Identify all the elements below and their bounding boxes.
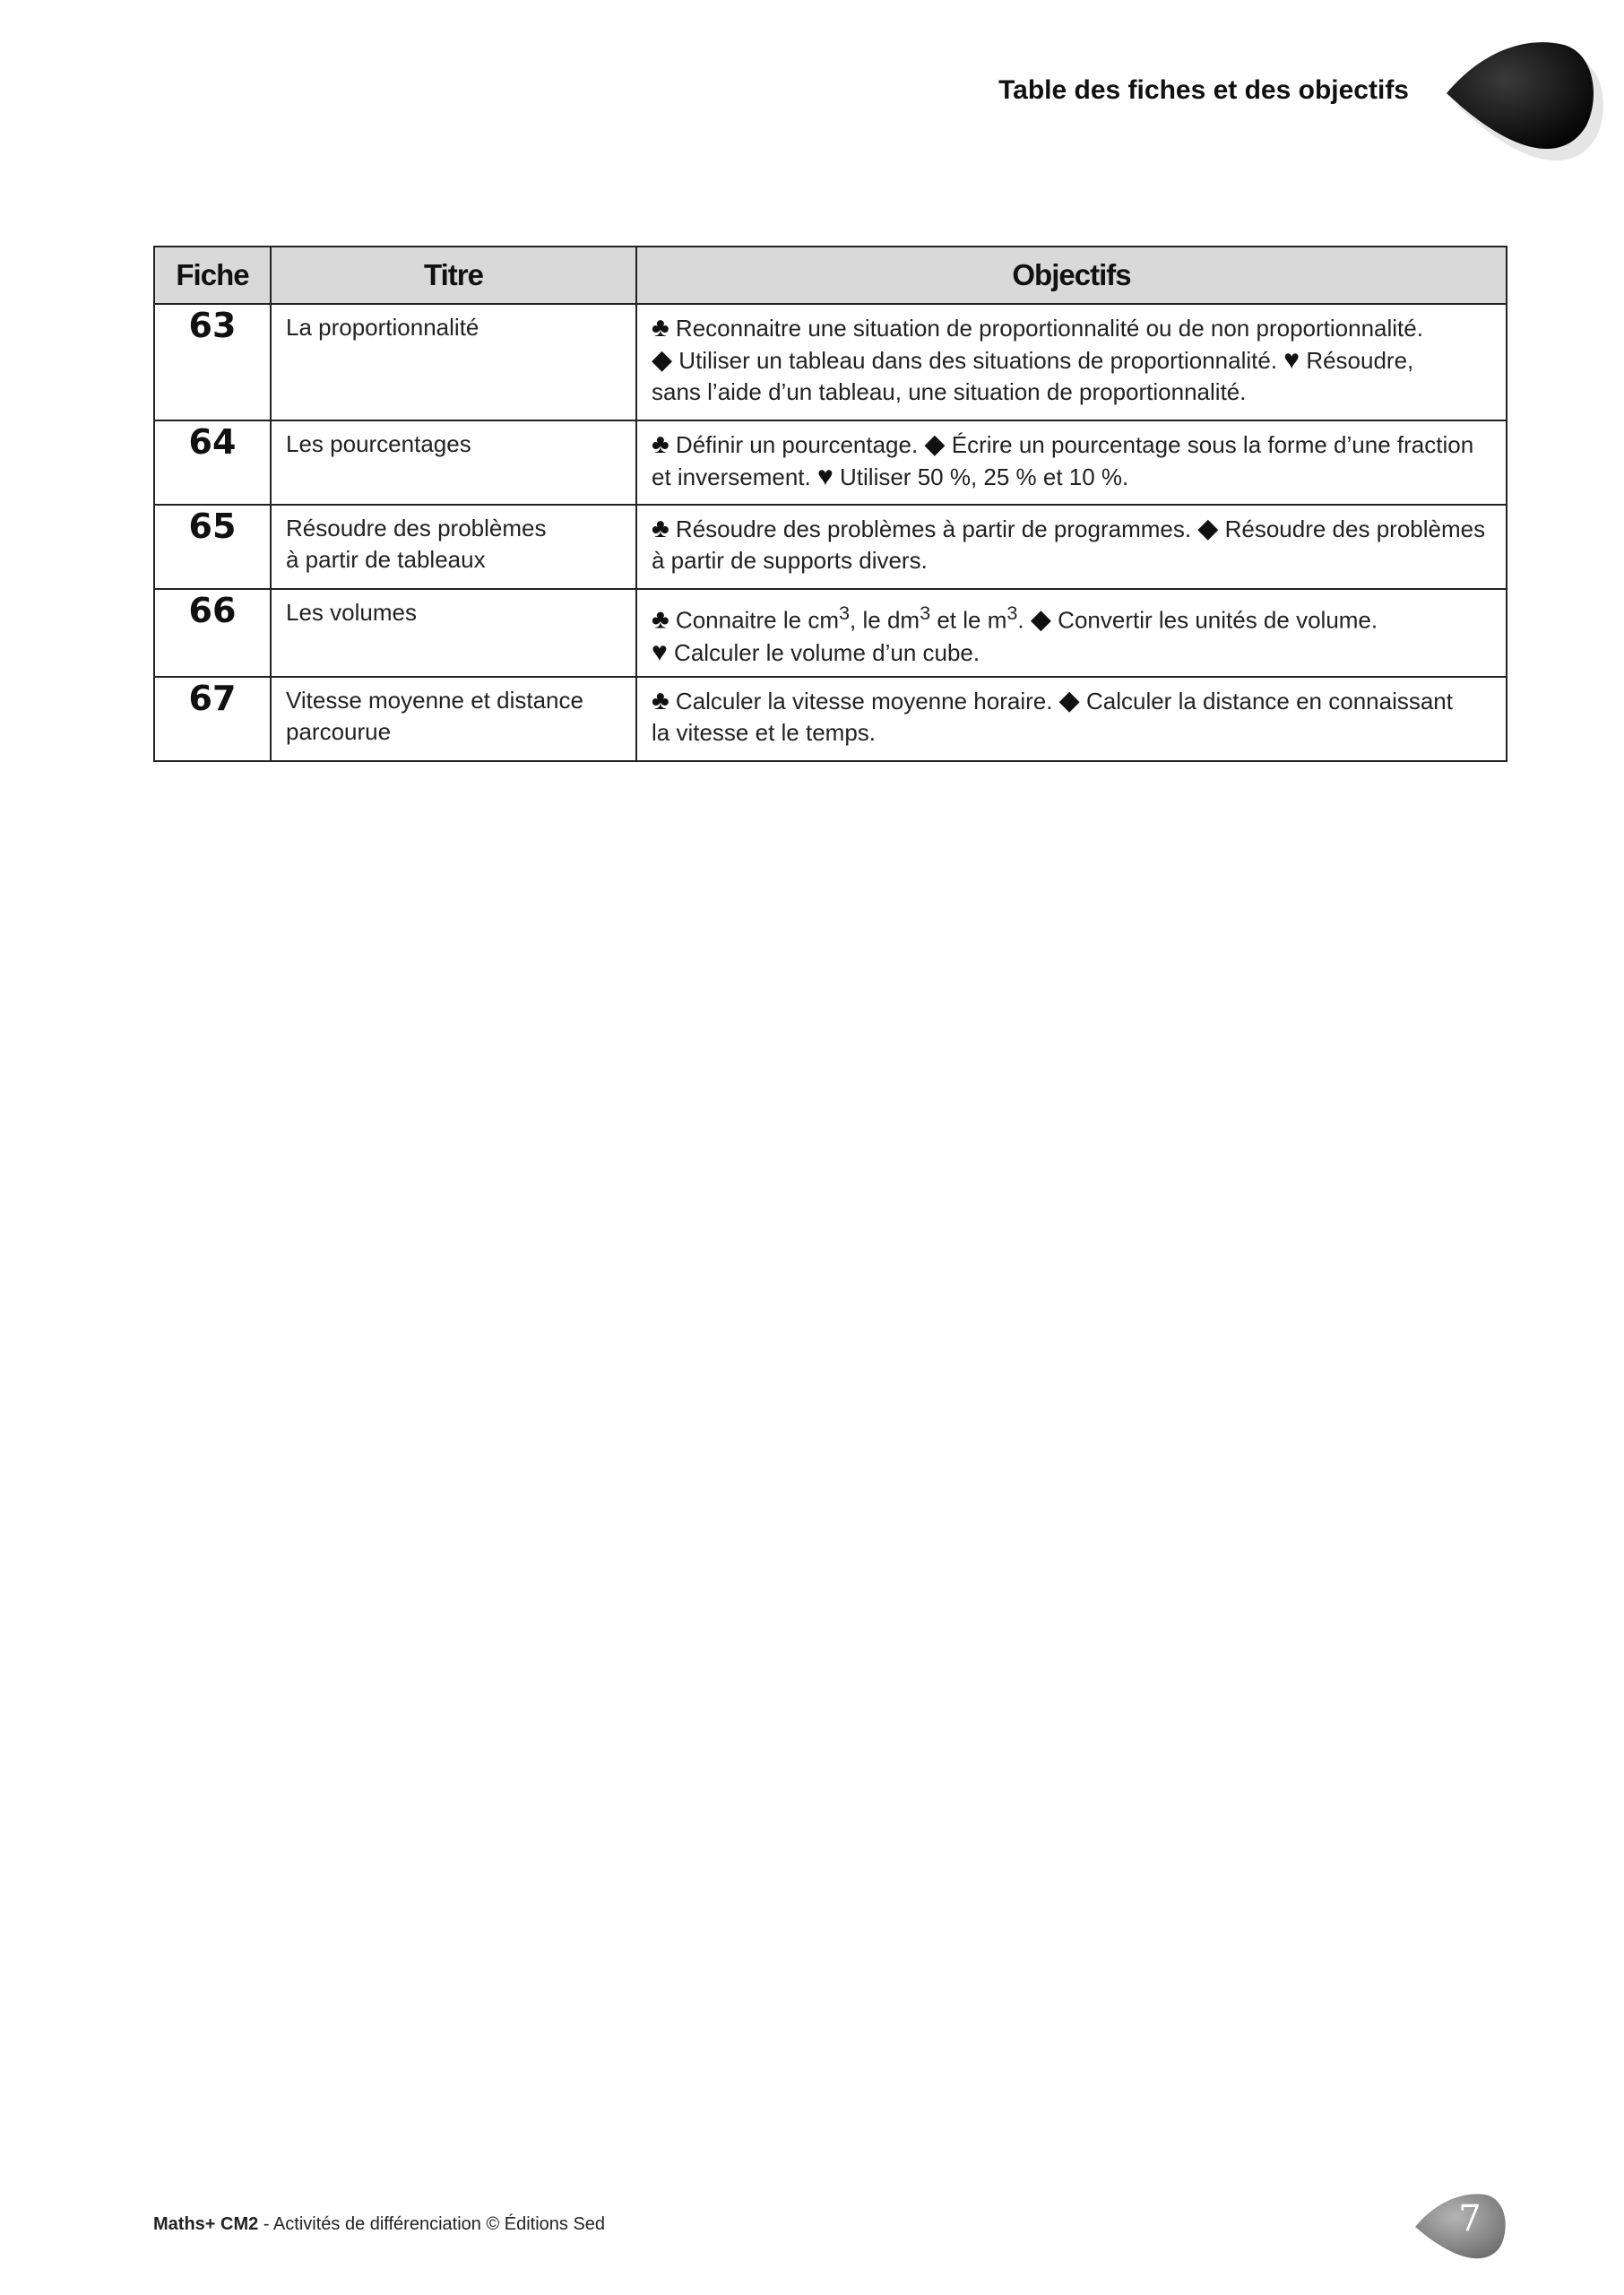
fiche-title-line: Les volumes [286,599,417,626]
fiche-number: 63 [154,304,271,420]
table-row [154,677,1507,761]
diamond-icon: ◆ [1030,604,1051,635]
table-row [154,505,1507,589]
footer-text: - Activités de différenciation © Éditions Sed [258,2214,606,2234]
fiche-title [271,420,636,505]
table-header-row [154,247,1507,304]
fiche-title [271,505,636,589]
diamond-icon: ◆ [1058,685,1080,715]
club-icon: ♣ [652,685,669,715]
page-number: 7 [1458,2198,1481,2239]
fiche-objectives: ♣ Résoudre des problèmes à partir de programmes. ◆ Résoudre des problèmes à partir de supports divers. [636,505,1507,589]
fiche-title [271,677,636,761]
table-row [154,420,1507,505]
page-header-title: Table des fiches et des objectifs [998,75,1409,105]
header-titre: Titre [271,247,636,304]
fiche-title [271,589,636,677]
club-icon: ♣ [652,429,669,459]
header-fiche: Fiche [154,247,271,304]
heart-icon: ♥ [816,462,834,491]
diamond-icon: ◆ [652,345,673,375]
fiche-number: 67 [154,677,271,761]
fiche-title [271,304,636,420]
fiche-title-line: parcourue [286,717,392,745]
club-icon: ♣ [652,313,669,342]
fiche-objectives: ♣ Reconnaitre une situation de proportionnalité ou de non proportionnalité. ◆ Utiliser un tableau dans des situations de proportionnalité. ♥ Résoudre, sans l’aide d’un tableau, une situation de proportionnalité. [636,304,1507,420]
drop-shape-icon [1434,27,1604,179]
diamond-icon: ◆ [924,429,946,459]
fiche-number: 65 [154,505,271,589]
fiche-title-line: Résoudre des problèmes [286,515,547,541]
diamond-icon: ◆ [1197,514,1219,543]
footer [153,2214,605,2235]
table-row [154,304,1507,420]
fiche-title-line: La proportionnalité [286,314,479,341]
heart-icon: ♥ [652,637,668,667]
club-icon: ♣ [652,514,669,543]
fiche-title-line: à partir de tableaux [286,546,486,573]
fiche-objectives: ♣ Définir un pourcentage. ◆ Écrire un pourcentage sous la forme d’une fraction et inversement. ♥ Utiliser 50 %, 25 % et 10 %. [636,420,1507,505]
footer-brand: Maths+ CM2 [153,2214,259,2234]
header-objectifs: Objectifs [636,247,1507,304]
fiche-number: 64 [154,420,271,505]
fiche-objectives: ♣ Connaitre le $cm^3$, le $dm^3$ et le $m^3$. ◆ Convertir les unités de volume. ♥ Calculer le volume d’un cube. [636,589,1507,677]
heart-icon: ♥ [1283,345,1300,375]
fiche-title-line: Vitesse moyenne et distance [286,686,583,714]
club-icon: ♣ [652,604,669,635]
fiche-objectives: ♣ Calculer la vitesse moyenne horaire. ◆ Calculer la distance en connaissant la vitesse et le temps. [636,677,1507,761]
fiche-number: 66 [154,589,271,677]
fiche-title-line: Les pourcentages [286,430,471,457]
table-row [154,589,1507,677]
objectives-table [153,246,1507,762]
